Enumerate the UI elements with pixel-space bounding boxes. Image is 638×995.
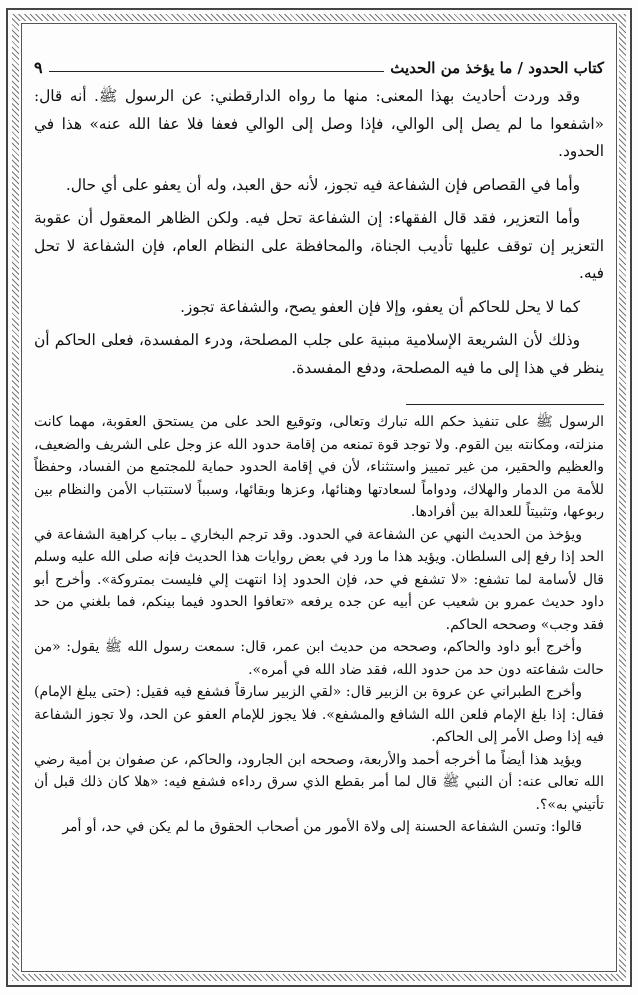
footnote-paragraph: قالوا: وتسن الشفاعة الحسنة إلى ولاة الأمور من أصحاب الحقوق ما لم يكن في حد، أو أمر (62, 819, 582, 835)
footnote-paragraph: الرسول ﷺ على تنفيذ حكم الله تبارك وتعالى، وتوقيع الحد على من يستحق العقوبة، مهما كانت منزلته، ومكانته بين القوم. ولا توجد قوة تمنعه من إقامة حدود الله عز وجل على الشريف والضعيف، والعظيم والحقير، من غير تمييز واستثناء، لأن في إقامة الحدود حماية للمجتمع من الفساد، وحفظاً للأمة من الدمار والهلاك، ودواماً لسعادتها وهنائها، وعزها وبقائها، وسبباً لاستتباب الأمن والنظام بين ربوعها، وتثبيتاً للعدالة بين أفرادها. (34, 414, 604, 520)
footnote-paragraph: ويؤيد هذا أيضاً ما أخرجه أحمد والأربعة، وصححه ابن الجارود، والحاكم، عن صفوان بن أمية رضي الله تعالى عنه: أن النبي ﷺ قال لما أمر بقطع الذي سرق رداءه فشفع فيه: «هلا كان ذلك قبل أن تأتيني به»؟. (34, 751, 604, 813)
running-title: كتاب الحدود / ما يؤخذ من الحديث (390, 59, 604, 77)
page-number: ٩ (34, 58, 43, 77)
main-paragraph: وأما في القصاص فإن الشفاعة فيه تجوز، لأنه حق العبد، وله أن يعفو على أي حال. (65, 175, 580, 194)
running-header (34, 55, 604, 77)
main-paragraph: وقد وردت أحاديث بهذا المعنى: منها ما رواه الدارقطني: عن الرسول ﷺ. أنه قال: «اشفعوا ما لم يصل إلى الوالي، فإذا وصل إلى الوالي فعفا فلا عفا الله عنه» هذا في الحدود. (34, 87, 604, 160)
footnote-paragraph: وأخرج أبو داود والحاكم، وصححه من حديث ابن عمر، قال: سمعت رسول الله ﷺ يقول: «من حالت شفاعته دون حد من حدود الله، فقد ضاد الله في أمره». (34, 639, 604, 678)
main-text (34, 83, 604, 382)
footnotes (34, 411, 604, 839)
main-paragraph: وأما التعزير، فقد قال الفقهاء: إن الشفاعة تحل فيه. ولكن الظاهر المعقول أن عقوبة التعزير إن توقف عليها تأديب الجناة، والمحافظة على النظام العام، فإن الشفاعة لا تحل فيه. (34, 209, 604, 282)
page-content (34, 55, 604, 965)
footnote-paragraph: وأخرج الطبراني عن عروة بن الزبير قال: «لقي الزبير سارقاً فشفع فيه فقيل: (حتى يبلغ الإمام) فقال: إذا بلغ الإمام فلعن الله الشافع والمشفع». فلا يجوز للإمام العفو عن الحد، ولا تجوز الشفاعة فيه إذا وصل الأمر إلى الحاكم. (34, 684, 604, 745)
footnote-paragraph: ويؤخذ من الحديث النهي عن الشفاعة في الحدود. وقد ترجم البخاري ـ بباب كراهية الشفاعة في الحد إذا رفع إلى السلطان. ويؤيد هذا ما ورد في بعض روايات هذا الحديث فإنه صلى الله عليه وسلم قال لأسامة لما تشفع: «لا تشفع في حد، فإن الحدود إذا انتهت إلي فليست بمتروكة». وأخرج أبو داود حديث عمرو بن شعيب عن أبيه عن جده يرفعه «تعافوا الحدود فيما بينكم، فما بلغني من حد فقد وجب» وصححه الحاكم. (34, 526, 604, 633)
main-paragraph: وذلك لأن الشريعة الإسلامية مبنية على جلب المصلحة، ودرء المفسدة، فعلى الحاكم أن ينظر في هذا إلى ما فيه المصلحة، ودفع المفسدة. (34, 331, 604, 377)
footnote-separator (406, 404, 604, 405)
main-paragraph: كما لا يحل للحاكم أن يعفو، وإلا فإن العفو يصح، والشفاعة تجوز. (180, 297, 580, 316)
header-rule (49, 71, 385, 72)
